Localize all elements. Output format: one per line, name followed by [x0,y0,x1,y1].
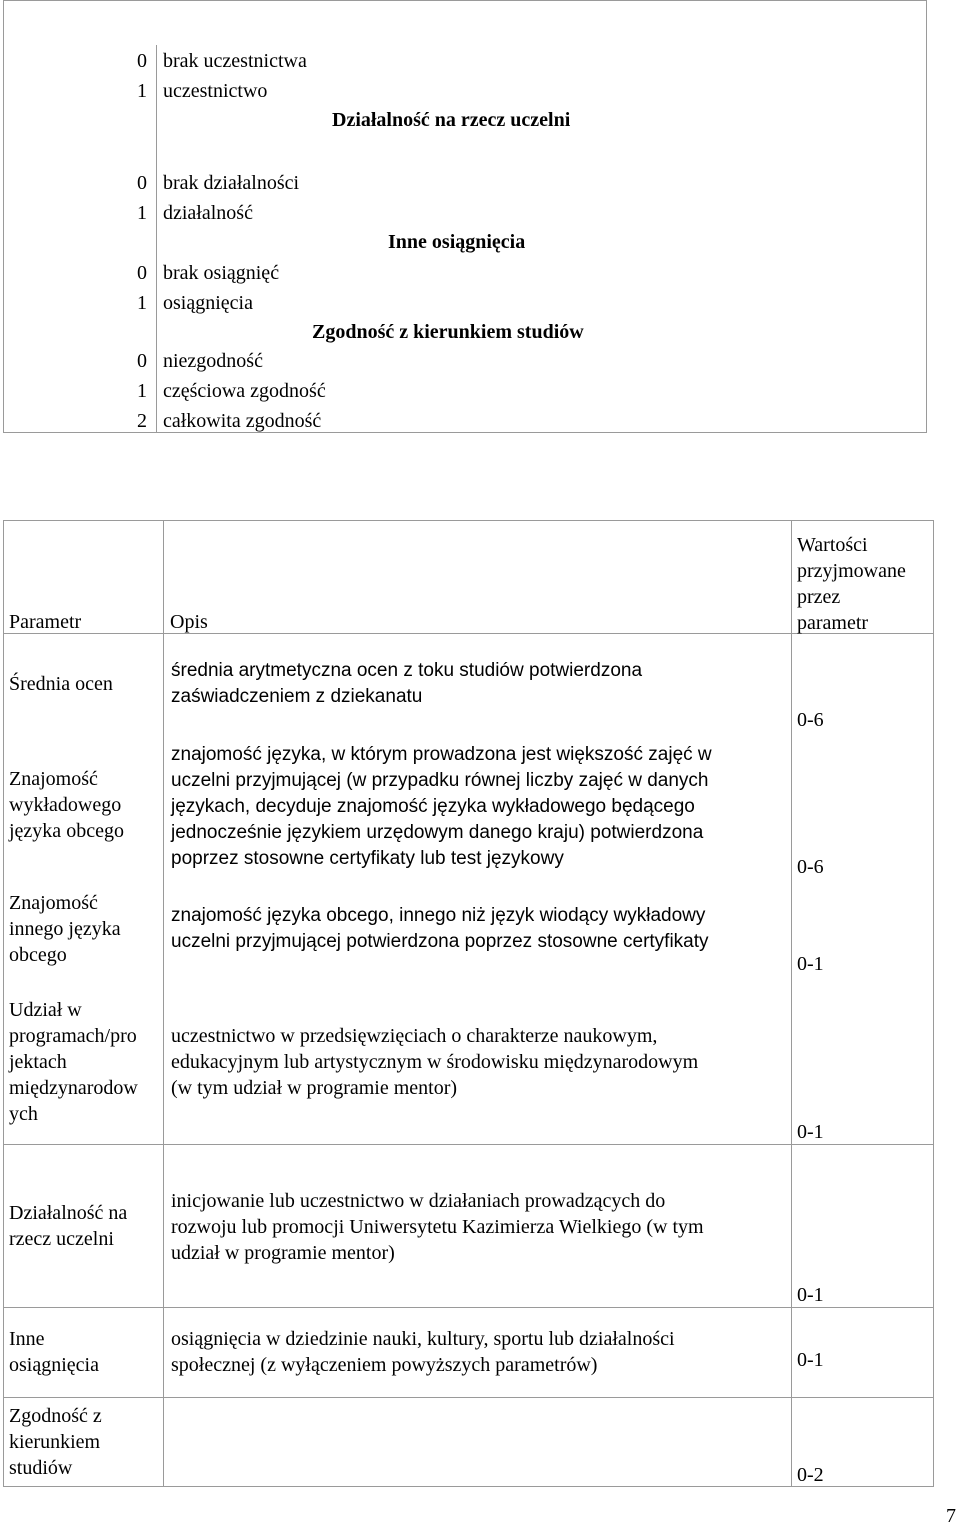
param-table-border-bottom [3,1486,934,1487]
param-desc-line: językach, decyduje znajomość języka wykładowego będącego [171,796,695,817]
param-desc-cell [171,1326,675,1378]
section-heading: Zgodność z kierunkiem studiów [312,321,584,343]
param-table-col-divider [163,520,164,1487]
label-cell: uczestnictwo [163,80,268,102]
header-opis: Opis [170,611,208,633]
param-desc-cell [171,903,709,955]
param-desc-line: osiągnięcia w dziedzinie nauki, kultury, sportu lub działalności [171,1328,675,1350]
param-value-cell: 0-6 [797,856,824,878]
param-desc-line: znajomość języka obcego, innego niż język wiodący wykładowy [171,905,706,926]
param-name-line: innego języka [9,918,121,940]
param-table-border-top [3,520,934,521]
param-name-line: Udział w [9,999,82,1021]
param-desc-line: jednocześnie językiem urzędowym danego kraju) potwierdzona [171,822,704,843]
param-name-line: Znajomość [9,892,98,914]
param-name-line: osiągnięcia [9,1354,99,1376]
param-table-border-right [933,520,934,1487]
param-value-cell: 0-1 [797,1284,824,1306]
param-table-row-divider [3,1307,934,1308]
header-wartosci [797,532,906,636]
top-table-border-right [926,0,927,432]
code-cell: 1 [137,80,147,102]
param-name-cell [9,890,121,968]
param-desc-line: znajomość języka, w którym prowadzona jest większość zajęć w [171,744,712,765]
param-name-line: rzecz uczelni [9,1228,114,1250]
param-desc-line: edukacyjnym lub artystycznym w środowisku międzynarodowym [171,1051,699,1073]
param-name-line: Działalność na [9,1202,128,1224]
param-name-line: kierunkiem [9,1431,101,1453]
label-cell: całkowita zgodność [163,410,322,432]
param-value-cell: 0-6 [797,709,824,731]
code-cell: 2 [137,410,147,432]
param-desc-line: uczelni przyjmującej potwierdzona poprzez stosowne certyfikaty [171,931,709,952]
code-cell: 0 [137,350,147,372]
param-name-line: Inne [9,1328,45,1350]
code-cell: 0 [137,262,147,284]
param-table-header-divider [3,633,934,634]
param-value-cell: 0-1 [797,953,824,975]
param-name-line: międzynarodow [9,1077,138,1099]
label-cell: brak działalności [163,172,300,194]
param-name-cell [9,997,138,1127]
param-name-cell [9,1326,99,1378]
param-name-line: obcego [9,944,67,966]
param-desc-line: rozwoju lub promocji Uniwersytetu Kazimierza Wielkiego (w tym [171,1216,704,1238]
code-cell: 0 [137,50,147,72]
section-heading: Działalność na rzecz uczelni [332,109,571,131]
label-cell: niezgodność [163,350,263,372]
code-cell: 1 [137,380,147,402]
label-cell: osiągnięcia [163,292,253,314]
label-cell: częściowa zgodność [163,380,326,402]
header-wartosci-line: przyjmowane [797,560,906,582]
code-cell: 1 [137,202,147,224]
header-wartosci-line: parametr [797,612,869,634]
param-name-cell [9,1403,102,1481]
param-table-row-divider [3,1397,934,1398]
label-cell: brak osiągnięć [163,262,280,284]
param-name-line: studiów [9,1457,73,1479]
param-desc-line: uczestnictwo w przedsięwzięciach o charakterze naukowym, [171,1025,658,1047]
param-name-line: Średnia ocen [9,673,113,695]
param-name-line: Znajomość [9,768,98,790]
header-parametr: Parametr [9,611,82,633]
param-desc-line: średnia arytmetyczna ocen z toku studiów potwierdzona [171,660,643,681]
param-name-cell [9,1200,127,1252]
param-name-line: jektach [9,1051,67,1073]
param-name-line: ych [9,1103,38,1125]
param-name-line: wykładowego [9,794,122,816]
param-table-border-left [3,520,4,1487]
param-desc-line: społecznej (z wyłączeniem powyższych parametrów) [171,1354,598,1376]
param-desc-cell [171,1188,704,1266]
param-desc-line: inicjowanie lub uczestnictwo w działaniach prowadzących do [171,1190,666,1212]
param-desc-cell [171,1023,698,1101]
top-table-border-left [3,0,4,432]
param-name-cell [9,766,124,844]
top-table-border-top [3,0,927,1]
param-name-line: języka obcego [9,820,124,842]
top-table-col-divider [156,45,157,433]
param-value-cell: 0-1 [797,1349,824,1371]
param-name-cell [9,671,113,697]
param-name-line: Zgodność z [9,1405,102,1427]
label-cell: działalność [163,202,253,224]
param-desc-line: udział w programie mentor) [171,1242,395,1264]
page-number: 7 [946,1505,956,1527]
param-table-col-divider [791,520,792,1487]
code-cell: 1 [137,292,147,314]
code-cell: 0 [137,172,147,194]
header-wartosci-line: Wartości [797,534,868,556]
param-name-line: programach/pro [9,1025,137,1047]
label-cell: brak uczestnictwa [163,50,307,72]
param-desc-cell [171,742,712,872]
param-desc-line: zaświadczeniem z dziekanatu [171,686,423,707]
param-value-cell: 0-1 [797,1121,824,1143]
param-desc-cell [171,658,642,710]
param-value-cell: 0-2 [797,1464,824,1486]
section-heading: Inne osiągnięcia [388,231,526,253]
param-desc-line: uczelni przyjmującej (w przypadku równej liczby zajęć w danych [171,770,709,791]
param-table-row-divider [3,1144,934,1145]
header-wartosci-line: przez [797,586,841,608]
top-table-border-bottom [3,432,927,433]
param-desc-line: poprzez stosowne certyfikaty lub test językowy [171,848,564,869]
param-desc-line: (w tym udział w programie mentor) [171,1077,458,1099]
